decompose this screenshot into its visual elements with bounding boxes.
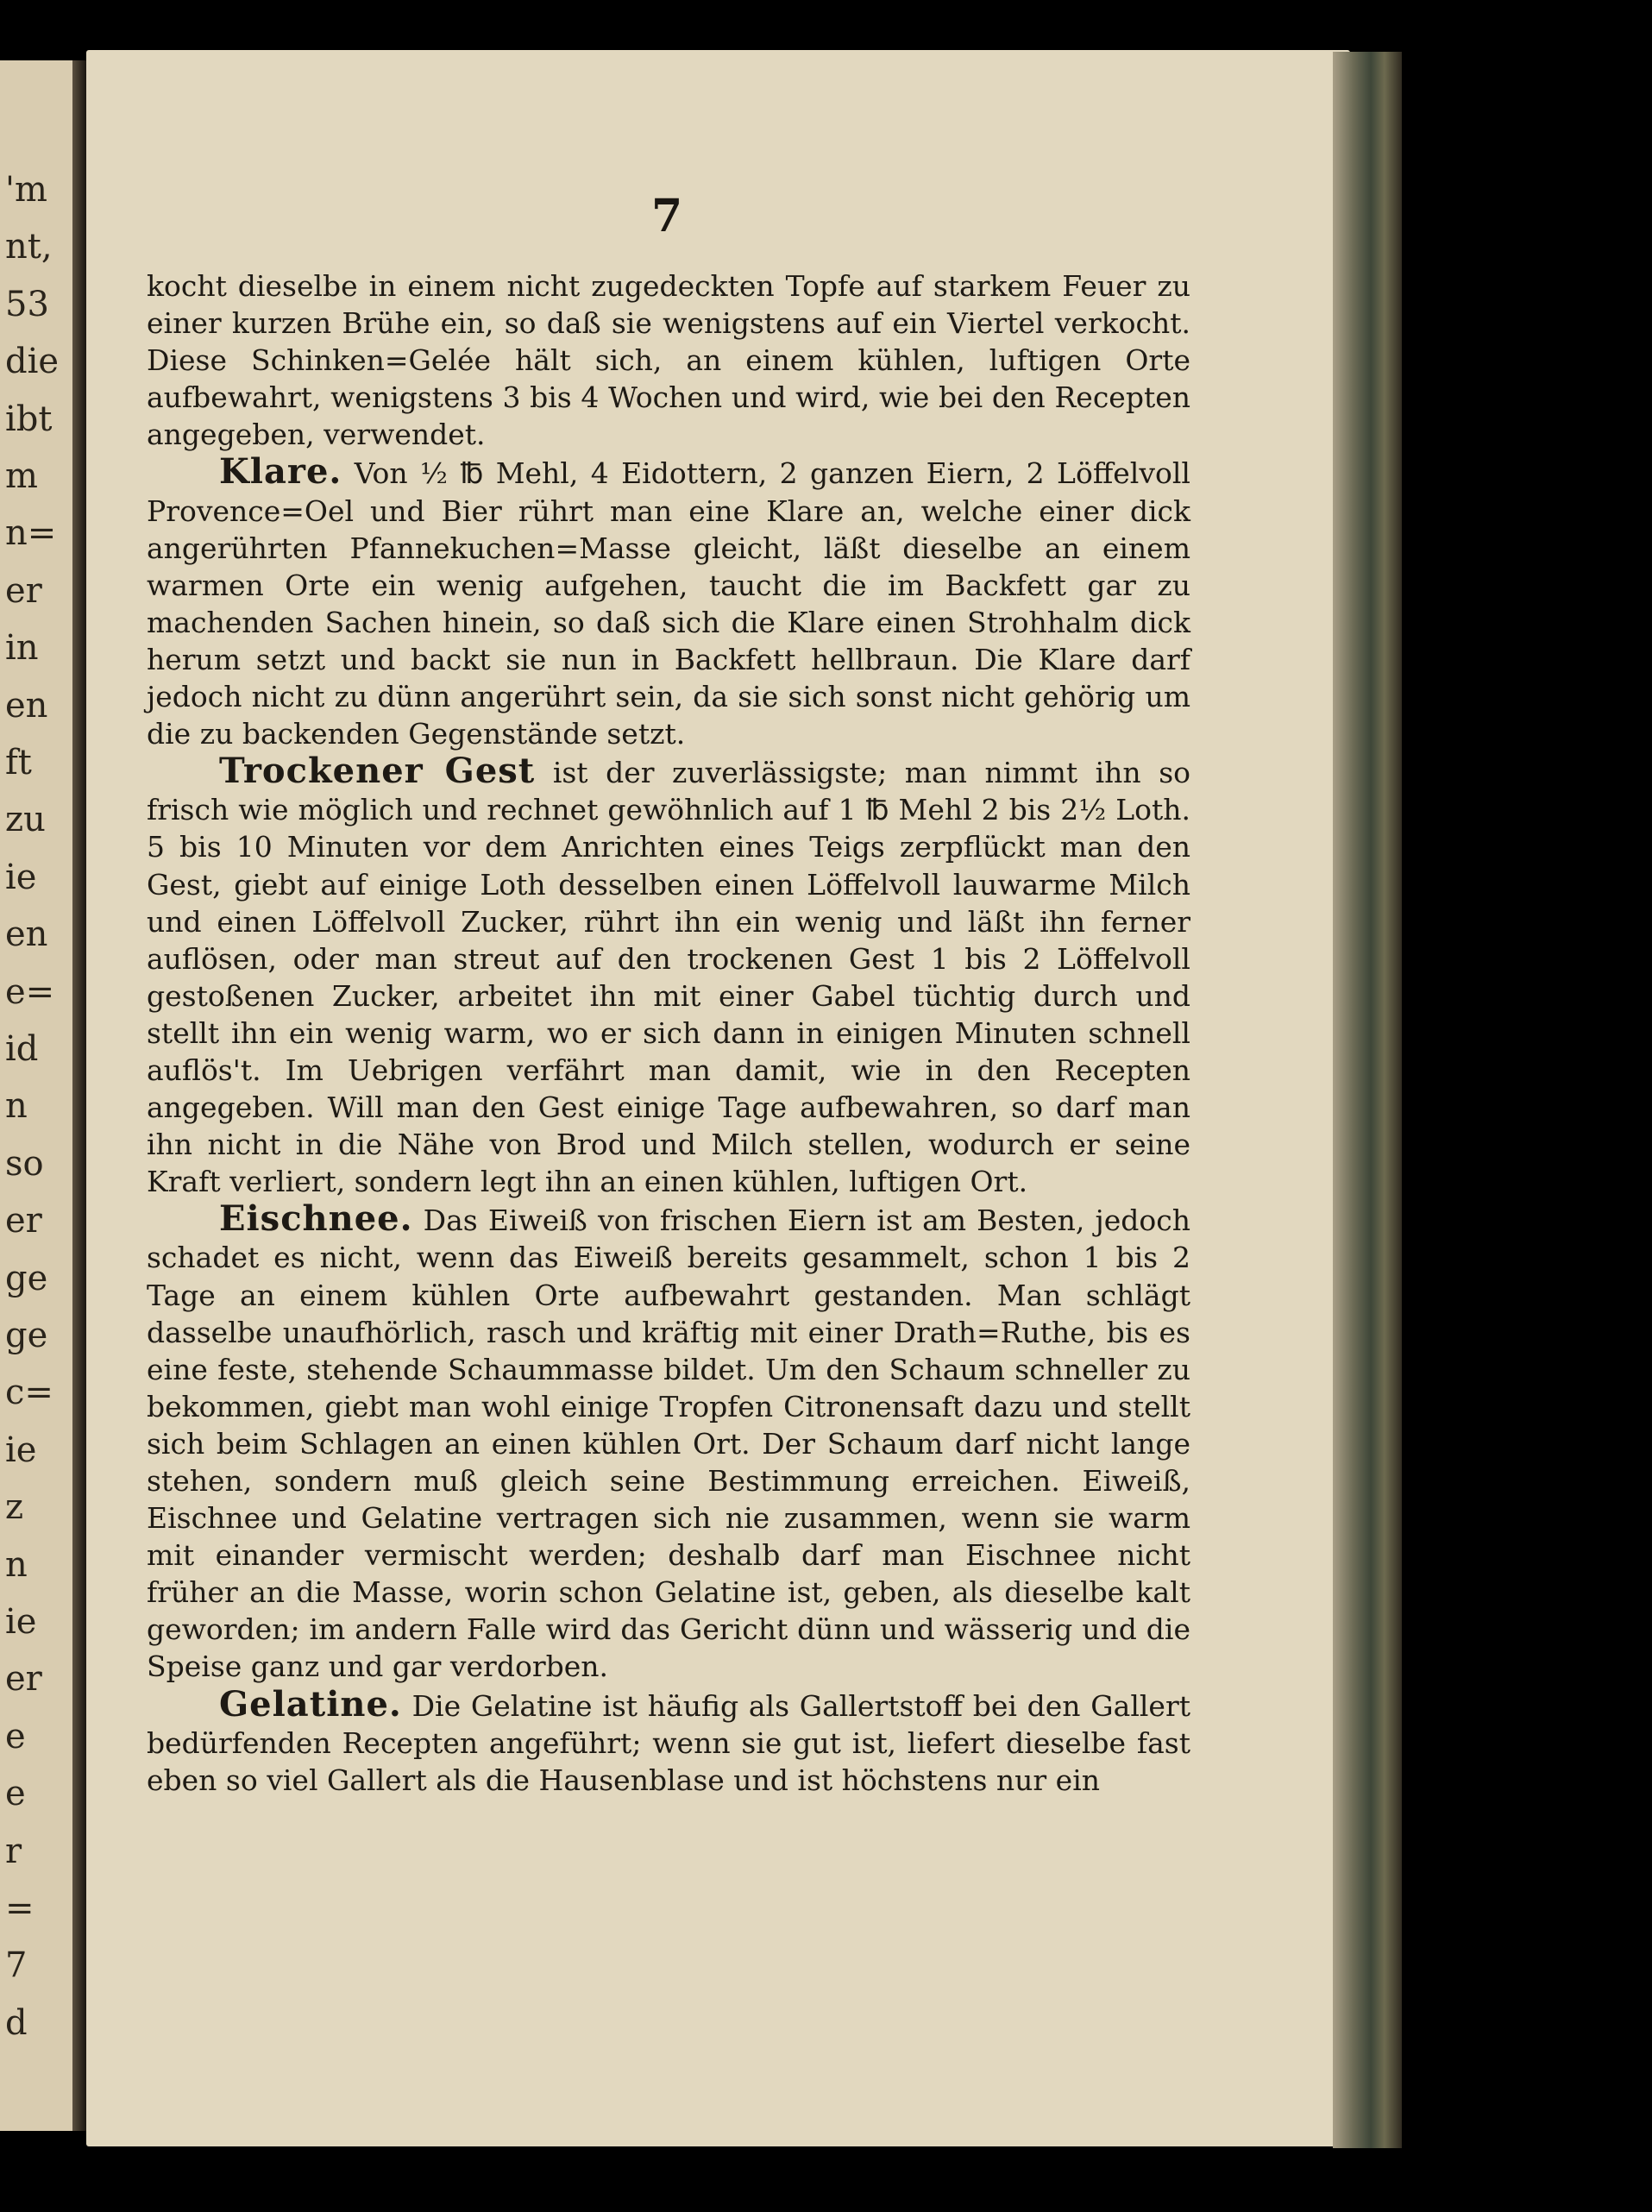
book-spine (1333, 52, 1402, 2148)
left-page-fragment: 53 (5, 284, 49, 324)
left-page-fragment: in (5, 628, 39, 669)
left-page-fragment: d (5, 2002, 28, 2043)
paragraph-trockener-gest (147, 752, 1190, 1200)
left-page-fragment: so (5, 1143, 44, 1184)
left-page-fragment: ge (5, 1316, 48, 1355)
left-page-fragment: n (5, 1544, 28, 1585)
paragraph-1 (147, 267, 1190, 453)
left-page-fragment: z (5, 1487, 24, 1528)
page-text (147, 267, 1190, 1799)
left-page-fragment: er (5, 1201, 42, 1241)
left-page-fragment: zu (5, 800, 46, 840)
left-page-fragment: id (5, 1029, 39, 1069)
left-page-fragment: ge (5, 1258, 48, 1298)
left-page-fragment: e (5, 1774, 26, 1814)
left-page-fragment: en (5, 914, 48, 955)
left-page-fragment: nt, (5, 227, 53, 267)
left-page-fragment: c= (5, 1373, 53, 1413)
left-page-fragment: n (5, 1086, 28, 1127)
page-number: 7 (651, 190, 683, 242)
paragraph-eischnee (147, 1200, 1190, 1685)
paragraph-gelatine (147, 1683, 1190, 1799)
paragraph-text: Das Eiweiß von frischen Eiern ist am Besten, jedoch schadet es nicht, wenn das Eiweiß bereits gesammelt, schon 1 bis 2 Tage an einem kühlen Orte aufbewahrt gestanden. Man schlägt dasselbe unaufhörlich, rasch und kräftig mit einer Drath=Ruthe, bis es eine feste, stehende Schaummasse bildet. Um den Schaum schneller zu bekommen, giebt man wohl einige Tropfen Citronensaft dazu und stellt sich beim Schlagen an einen kühlen Ort. Der Schaum darf nicht lange stehen, sondern muß gleich seine Bestimmung erreichen. Eiweiß, Eischnee und Gelatine vertragen sich nie zusammen, wenn sie warm mit einander vermischt werden; deshalb darf man Eischnee nicht früher an die Masse, worin schon Gelatine ist, geben, als dieselbe kalt geworden; im andern Falle wird das Gericht dünn und wässerig und die Speise ganz und gar verdorben. (147, 1203, 1190, 1684)
left-page-fragment: e (5, 1716, 26, 1756)
paragraph-text: Die Gelatine ist häufig als Gallertstoff bei den Gallert bedürfenden Recepten angeführt; wenn sie gut ist, liefert dieselbe fast eben so viel Gallert als die Hausenblase und ist höchstens nur ein (147, 1688, 1190, 1797)
paragraph-text: kocht dieselbe in einem nicht zugedeckten Topfe auf starkem Feuer zu einer kurzen Brühe ein, so daß sie wenigstens auf ein Viertel verkocht. Diese Schinken=Gelée hält sich, an einem kühlen, luftigen Orte aufbewahrt, wenigstens 3 bis 4 Wochen und wird, wie bei den Recepten angegeben, verwendet. (147, 269, 1190, 452)
paragraph-heading: Eischnee. (219, 1198, 413, 1240)
left-page-fragment: ie (5, 1602, 37, 1642)
left-page-fragment: 'm (5, 170, 47, 210)
left-page-fragment: r (5, 1831, 22, 1871)
left-page-edge (0, 60, 79, 2131)
left-page-fragment: ibt (5, 399, 53, 439)
left-page-fragment: m (5, 456, 38, 496)
left-page-fragment: ie (5, 1430, 37, 1470)
left-page-fragment: 7 (5, 1945, 28, 1986)
paragraph-text: Von ½ ℔ Mehl, 4 Eidottern, 2 ganzen Eiern, 2 Löffelvoll Provence=Oel und Bier rührt man eine Klare an, welche einer dick angerührten Pfannekuchen=Masse gleicht, läßt dieselbe an einem warmen Orte ein wenig aufgehen, taucht die im Backfett gar zu machenden Sachen hinein, so daß sich die Klare einen Strohhalm dick herum setzt und backt sie nun in Backfett hellbraun. Die Klare darf jedoch nicht zu dünn angerührt sein, da sie sich sonst nicht gehörig um die zu backenden Gegenstände setzt. (147, 456, 1190, 751)
left-page-fragment: er (5, 570, 42, 611)
left-page-fragment: = (5, 1888, 35, 1928)
left-page-fragment: en (5, 685, 48, 726)
paragraph-text: ist der zuverlässigste; man nimmt ihn so frisch wie möglich und rechnet gewöhnlich auf 1 ℔ Mehl 2 bis 2½ Loth. 5 bis 10 Minuten vor dem Anrichten eines Teigs zerpflückt man den Gest, giebt auf einige Loth desselben einen Löffelvoll lauwarme Milch und einen Löffelvoll Zucker, rührt ihn ein wenig und läßt ihn ferner auflösen, oder man streut auf den trockenen Gest 1 bis 2 Löffelvoll gestoßenen Zucker, arbeitet ihn mit einer Gabel tüchtig durch und stellt ihn ein wenig warm, wo er sich dann in einigen Minuten schnell auflös't. Im Uebrigen verfährt man damit, wie in den Recepten angegeben. Will man den Gest einige Tage aufbewahren, so darf man ihn nicht in die Nähe von Brod und Milch stellen, wodurch er seine Kraft verliert, sondern legt ihn an einen kühlen, luftigen Ort. (147, 756, 1191, 1199)
left-page-fragment: er (5, 1659, 42, 1700)
paragraph-heading: Gelatine. (219, 1683, 402, 1725)
left-page-fragment: die (5, 342, 60, 382)
left-page-fragment: ie (5, 857, 37, 897)
left-page-fragment: e= (5, 971, 55, 1012)
paragraph-heading: Klare. (219, 451, 342, 493)
paragraph-klare (147, 453, 1190, 752)
left-page-fragment: n= (5, 513, 57, 554)
paragraph-heading: Trockener Gest (219, 751, 536, 792)
left-page-fragment: ft (5, 743, 32, 782)
